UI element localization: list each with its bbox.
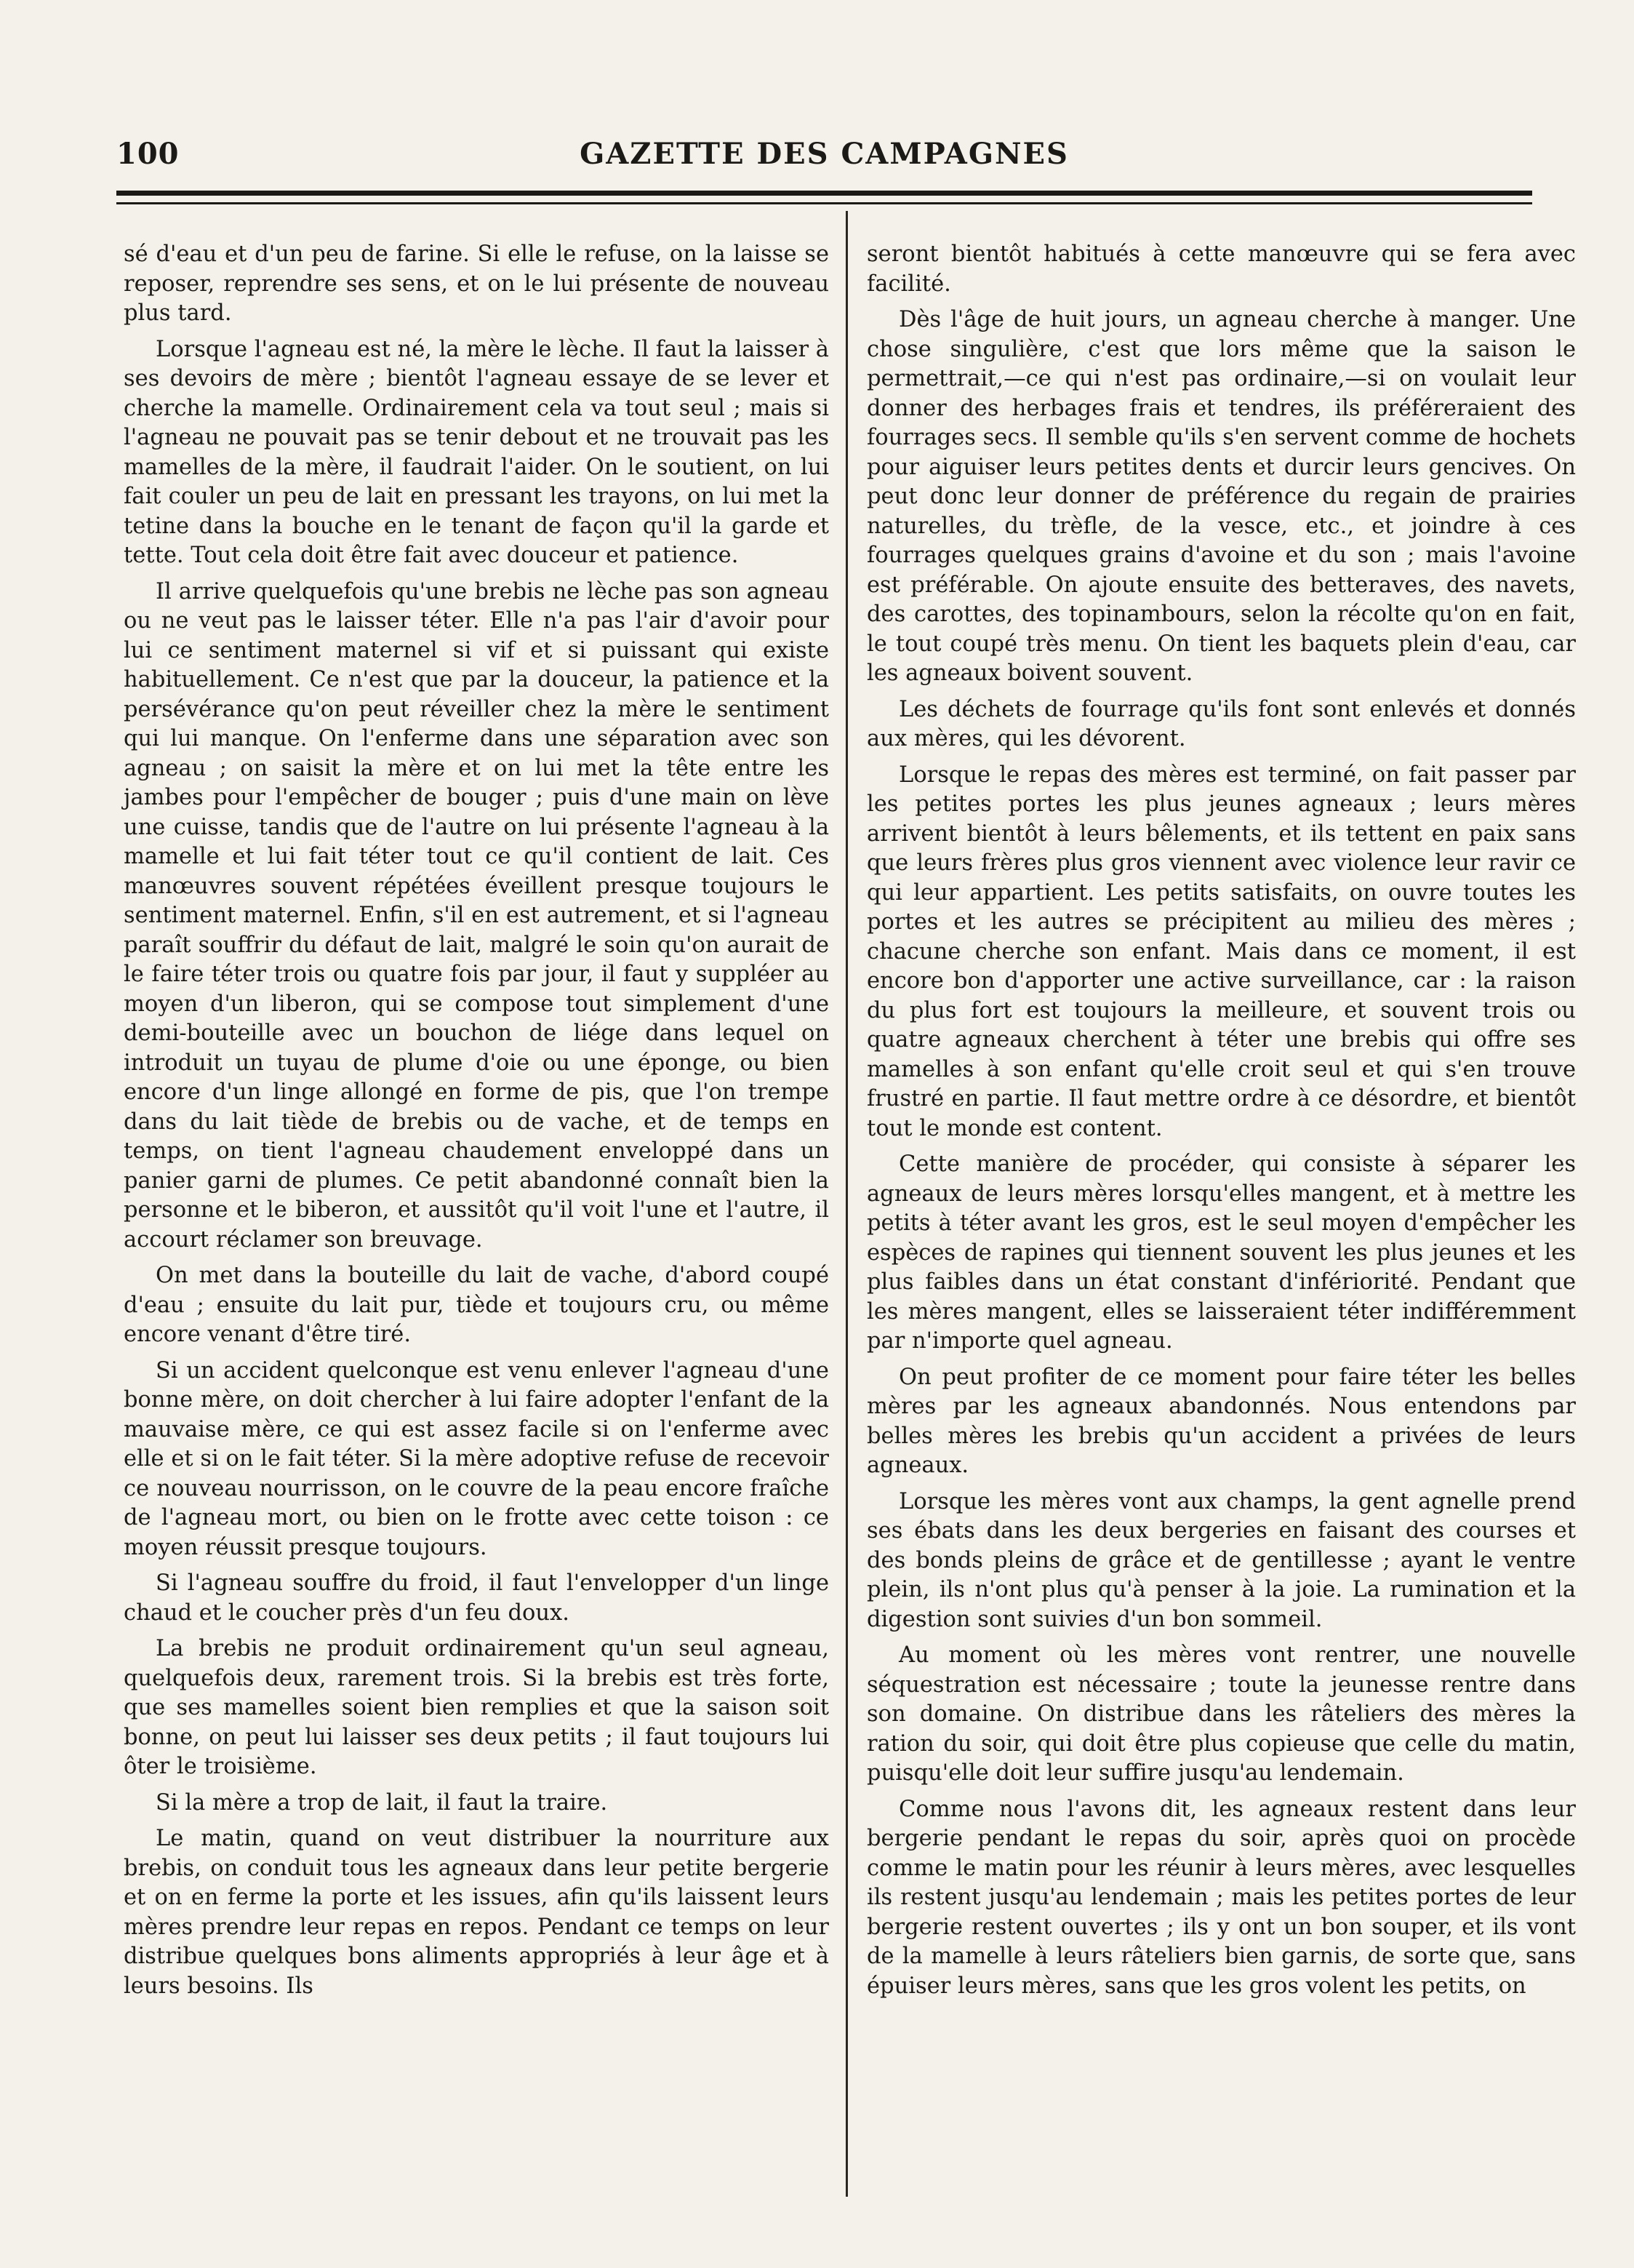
paragraph: Lorsque l'agneau est né, la mère le lèche. Il faut la laisser à ses devoirs de mère ; bientôt l'agneau essaye de se lever et cherche la mamelle. Ordinairement cela va tout seul ; mais si l'agneau ne pouvait pas se tenir debout et ne trouvait pas les mamelles de la mère, il faudrait l'aider. On le soutient, on lui fait couler un peu de lait en pressant les trayons, on lui met la tetine dans la bouche en le tenant de façon qu'il la garde et tette. Tout cela doit être fait avec douceur et patience. — [124, 336, 829, 568]
paragraph: Si la mère a trop de lait, il faut la traire. — [156, 1789, 608, 1816]
page-number: 100 — [116, 137, 180, 171]
paragraph: Si l'agneau souffre du froid, il faut l'envelopper d'un linge chaud et le coucher près d'un feu doux. — [124, 1570, 829, 1626]
column-divider — [846, 211, 848, 2197]
header-rule-thin — [116, 202, 1532, 204]
paragraph: Au moment où les mères vont rentrer, une nouvelle séquestration est nécessaire ; toute la jeunesse rentre dans son domaine. On distribue dans les râteliers des mères la ration du soir, qui doit être plus copieuse que celle du matin, puisqu'elle doit leur suffire jusqu'au lendemain. — [867, 1642, 1576, 1786]
paragraph: Dès l'âge de huit jours, un agneau cherche à manger. Une chose singulière, c'est que lors même que la saison le permettrait,—ce qui n'est pas ordinaire,—si on voulait leur donner des herbages frais et tendres, ils préféreraient des fourrages secs. Il semble qu'ils s'en servent comme de hochets pour aiguiser leurs petites dents et durcir leurs gencives. On peut donc leur donner de préférence du regain de prairies naturelles, du trèfle, de la vesce, etc., et joindre à ces fourrages quelques grains d'avoine et du son ; mais l'avoine est préférable. On ajoute ensuite des betteraves, des navets, des carottes, des topinambours, selon la récolte qu'on en fait, le tout coupé très menu. On tient les baquets plein d'eau, car les agneaux boivent souvent. — [867, 307, 1576, 686]
paragraph: Lorsque les mères vont aux champs, la gent agnelle prend ses ébats dans les deux bergeries en faisant des courses et des bonds pleins de grâce et de gentillesse ; ayant le ventre plein, ils n'ont plus qu'à penser à la joie. La rumination et la digestion sont suivies d'un bon sommeil. — [867, 1488, 1576, 1632]
paragraph: Lorsque le repas des mères est terminé, on fait passer par les petites portes les plus jeunes agneaux ; leurs mères arrivent bientôt à leurs bêlements, et ils tettent en paix sans que leurs frères plus gros viennent avec violence leur ravir ce qui leur appartient. Les petits satisfaits, on ouvre toutes les portes et les autres se précipitent au milieu des mères ; chacune cherche son enfant. Mais dans ce moment, il est encore bon d'apporter une active surveillance, car : la raison du plus fort est toujours la meilleure, et souvent trois ou quatre agneaux cherchent à téter une brebis qui offre ses mamelles à son enfant qu'elle croit seul et qui s'en trouve frustré en partie. Il faut mettre ordre à ce désordre, et bientôt tout le monde est content. — [867, 762, 1576, 1141]
right-column — [867, 240, 1576, 2008]
paragraph: Les déchets de fourrage qu'ils font sont enlevés et donnés aux mères, qui les dévorent. — [867, 696, 1576, 751]
paragraph: seront bientôt habitués à cette manœuvre qui se fera avec facilité. — [867, 241, 1576, 297]
page-header — [116, 124, 1532, 175]
paragraph: Comme nous l'avons dit, les agneaux restent dans leur bergerie pendant le repas du soir, après quoi on procède comme le matin pour les réunir à leurs mères, avec lesquelles ils restent jusqu'au lendemain ; mais les petites portes de leur bergerie restent ouvertes ; ils y ont un bon souper, et ils vont de la mamelle à leurs râteliers bien garnis, de sorte que, sans épuiser leurs mères, sans que les gros volent les petits, on — [867, 1796, 1576, 1999]
paragraph: Il arrive quelquefois qu'une brebis ne lèche pas son agneau ou ne veut pas le laisser téter. Elle n'a pas l'air d'avoir pour lui ce sentiment maternel si vif et si puissant qui existe habituellement. Ce n'est que par la douceur, la patience et la persévérance qu'on peut réveiller chez la mère le sentiment qui lui manque. On l'enferme dans une séparation avec son agneau ; on saisit la mère et on lui met la tête entre les jambes pour l'empêcher de bouger ; puis d'une main on lève une cuisse, tandis que de l'autre on lui présente l'agneau à la mamelle et lui fait téter tout ce qu'il contient de lait. Ces manœuvres souvent répétées éveillent presque toujours le sentiment maternel. Enfin, s'il en est autrement, et si l'agneau paraît souffrir du défaut de lait, malgré le soin qu'on aurait de le faire téter trois ou quatre fois par jour, il faut y suppléer au moyen d'un liberon, qui se compose tout simplement d'une demi-bouteille avec un bouchon de liége dans lequel on introduit un tuyau de plume d'oie ou une éponge, ou bien encore d'un linge allongé en forme de pis, que l'on trempe dans du lait tiède de brebis ou de vache, et de temps en temps, on tient l'agneau chaudement enveloppé dans un panier garni de plumes. Ce petit abandonné connaît bien la personne et le biberon, et aussitôt qu'il voit l'une et l'autre, il accourt réclamer son breuvage. — [124, 578, 829, 1253]
header-rule-thick — [116, 191, 1532, 196]
paragraph: On met dans la bouteille du lait de vache, d'abord coupé d'eau ; ensuite du lait pur, tiède et toujours cru, ou même encore venant d'être tiré. — [124, 1263, 829, 1347]
running-title: GAZETTE DES CAMPAGNES — [580, 137, 1069, 171]
paragraph: sé d'eau et d'un peu de farine. Si elle le refuse, on la laisse se reposer, reprendre ses sens, et on le lui présente de nouveau plus tard. — [124, 241, 829, 326]
left-column — [124, 240, 829, 2008]
paragraph: Le matin, quand on veut distribuer la nourriture aux brebis, on conduit tous les agneaux dans leur petite bergerie et on en ferme la porte et les issues, afin qu'ils laissent leurs mères prendre leur repas en repos. Pendant ce temps on leur distribue quelques bons aliments appropriés à leur âge et à leurs besoins. Ils — [124, 1826, 829, 1999]
paragraph: Si un accident quelconque est venu enlever l'agneau d'une bonne mère, on doit chercher à lui faire adopter l'enfant de la mauvaise mère, ce qui est assez facile si on l'enferme avec elle et si on le fait téter. Si la mère adoptive refuse de recevoir ce nouveau nourrisson, on le couvre de la peau encore fraîche de l'agneau mort, ou bien on le frotte avec cette toison : ce moyen réussit presque toujours. — [124, 1357, 829, 1560]
paragraph: La brebis ne produit ordinairement qu'un seul agneau, quelquefois deux, rarement trois. Si la brebis est très forte, que ses mamelles soient bien remplies et que la saison soit bonne, on peut lui laisser ses deux petits ; il faut toujours lui ôter le troisième. — [124, 1636, 829, 1779]
paragraph: On peut profiter de ce moment pour faire téter les belles mères par les agneaux abandonnés. Nous entendons par belles mères les brebis qu'un accident a privées de leurs agneaux. — [867, 1364, 1576, 1478]
paragraph: Cette manière de procéder, qui consiste à séparer les agneaux de leurs mères lorsqu'elles mangent, et à mettre les petits à téter avant les gros, est le seul moyen d'empêcher les espèces de rapines qui tiennent souvent les plus jeunes et les plus faibles dans un état constant d'infériorité. Pendant que les mères mangent, elles se laisseraient téter indifféremment par n'importe quel agneau. — [867, 1151, 1576, 1354]
